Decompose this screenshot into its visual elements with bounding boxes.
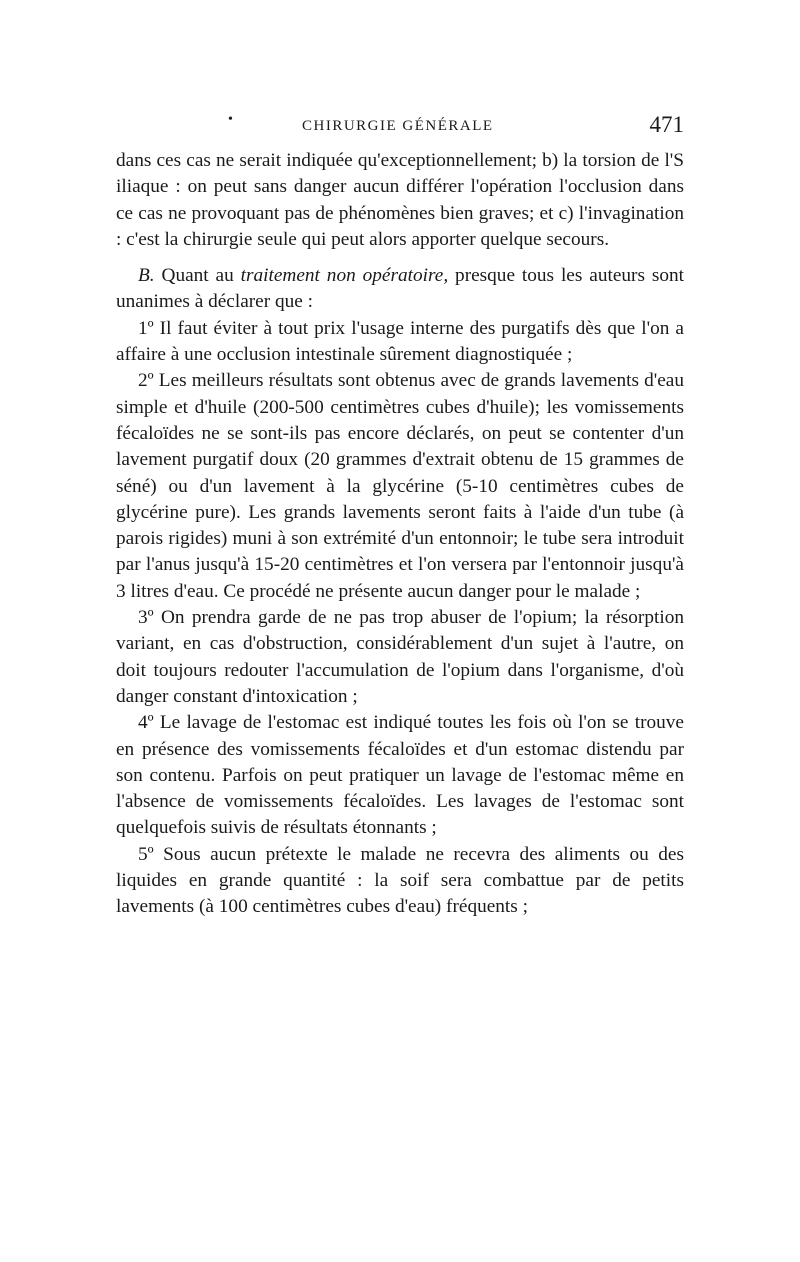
- running-head-title: CHIRURGIE GÉNÉRALE: [302, 118, 494, 134]
- paragraph-7: 5º Sous aucun prétexte le malade ne recevra des aliments ou des liquides en grande quantité : la soif sera combattue par de petits lavements (à 100 centimètres cubes d'eau) fréquents ;: [116, 843, 684, 918]
- section-letter: B.: [138, 265, 155, 287]
- header-bullet: •: [228, 112, 235, 127]
- paragraph-1: dans ces cas ne serait indiquée qu'exceptionnellement; b) la torsion de l'S iliaque : on peut sans danger aucun différer l'opération l'occlusion dans ce cas ne provoquant pas de phénomènes bien graves; et c) l'invagination : c'est la chirurgie seule qui peut alors apporter quelque secours.: [116, 150, 684, 250]
- paragraph-4: 2º Les meilleurs résultats sont obtenus avec de grands lavements d'eau simple et d'huile (200-500 centimètres cubes d'huile); les vomissements fécaloïdes ne se sont-ils pas encore déclarés, on peut se contenter d'un lavement purgatif doux (20 grammes d'extrait obtenu de 15 grammes de séné) ou d'un lavement à la glycérine (5-10 centimètres cubes de glycérine pure). Les grands lavements seront faits à l'aide d'un tube (à parois rigides) muni à son extrémité d'un entonnoir; le tube sera introduit par l'anus jusqu'à 15-20 centimètres et l'on versera par l'entonnoir jusqu'à 3 litres d'eau. Ce procédé ne présente aucun danger pour le malade ;: [116, 370, 684, 602]
- running-head: [116, 108, 684, 148]
- paragraph-2-part-a: Quant au: [161, 265, 234, 287]
- paragraph-3: 1º Il faut éviter à tout prix l'usage interne des purgatifs dès que l'on a affaire à une occlusion intestinale sûrement diagnostiquée ;: [116, 317, 684, 366]
- body-text: [116, 148, 684, 921]
- page-number: 471: [649, 112, 684, 137]
- paragraph-5: 3º On prendra garde de ne pas trop abuser de l'opium; la résorption variant, en cas d'obstruction, considérablement d'un sujet à l'autre, on doit toujours redouter l'accumulation de l'opium dans l'organisme, d'où danger constant d'intoxication ;: [116, 607, 684, 707]
- book-page: [116, 108, 684, 921]
- paragraph-2: [116, 263, 684, 316]
- paragraph-6: 4º Le lavage de l'estomac est indiqué toutes les fois où l'on se trouve en présence des vomissements fécaloïdes et d'un estomac distendu par son contenu. Parfois on peut pratiquer un lavage de l'estomac même en l'absence de vomissements fécaloïdes. Les lavages de l'estomac sont quelquefois suivis de résultats étonnants ;: [116, 712, 684, 839]
- italic-phrase: traitement non opératoire,: [240, 265, 449, 287]
- paragraph-2-part-b: presque tous les auteurs sont unanimes à déclarer que :: [116, 265, 684, 313]
